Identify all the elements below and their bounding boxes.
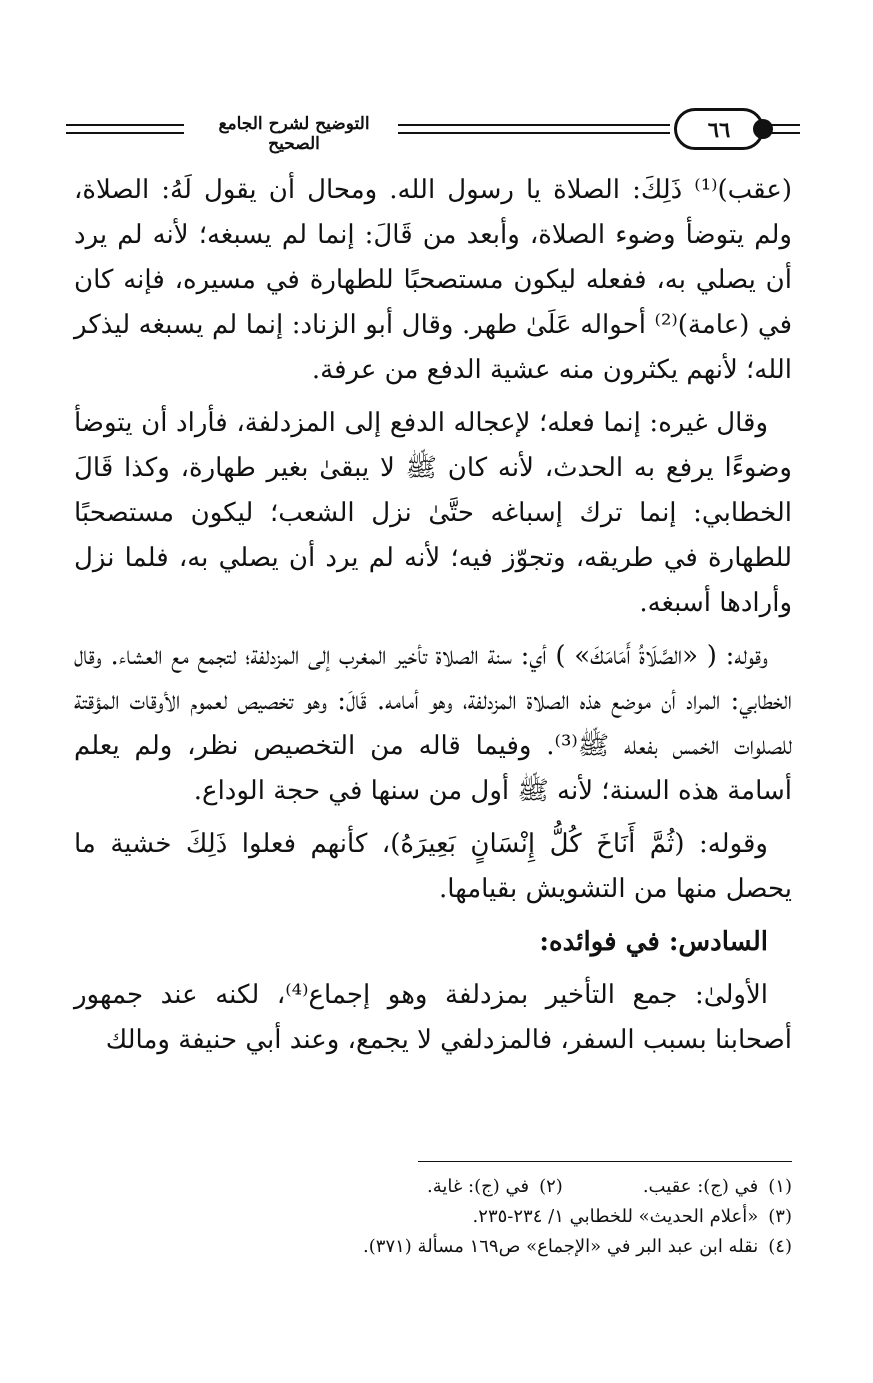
- footnote-text: «أعلام الحديث» للخطابي ١/ ٢٣٤-٢٣٥.: [472, 1206, 759, 1227]
- running-title: التوضيح لشرح الجامع الصحيح: [218, 114, 370, 154]
- section-heading: السادس: في فوائده:: [539, 927, 768, 957]
- footnotes: [74, 1172, 792, 1262]
- header-rule-left: [66, 124, 184, 134]
- footnote-number: (٢): [539, 1176, 563, 1197]
- footnote-number: (٤): [768, 1236, 792, 1257]
- paragraph-4: وقوله: (ثُمَّ أَنَاخَ كُلُّ إِنْسَانٍ بَعِيرَهُ)، كأنهم فعلوا ذَلِكَ خشية ما يحصل منها من التشويش بقيامها.: [74, 829, 792, 904]
- header-rule-right: [766, 124, 800, 134]
- body-text: [74, 168, 792, 1071]
- footnote-number: (١): [768, 1176, 792, 1197]
- footnote-1: [643, 1172, 792, 1202]
- page-number: ٦٦: [674, 108, 764, 150]
- footnote-4: [74, 1232, 792, 1262]
- paragraph-2: وقال غيره: إنما فعله؛ لإعجاله الدفع إلى المزدلفة، فأراد أن يتوضأ وضوءًا يرفع به الحدث، لأنه كان ﷺ لا يبقىٰ بغير طهارة، وكذا قَالَ الخطابي: إنما ترك إسباغه حتَّىٰ نزل الشعب؛ ليكون مستصحبًا للطهارة في طريقه، وتجوّز فيه؛ لأنه لم يرد أن يصلي به، فلما نزل وأرادها أسبغه.: [74, 408, 792, 618]
- footnote-text: في (ج): عقيب.: [642, 1176, 759, 1197]
- paragraph-5: الأولىٰ: جمع التأخير بمزدلفة وهو إجماع⁽⁴⁾، لكنه عند جمهور أصحابنا بسبب السفر، فالمزدلفي لا يجمع، وعند أبي حنيفة ومالك: [74, 980, 792, 1055]
- page-header: [60, 108, 802, 158]
- paragraph-3: وقوله: ( «الصَّلَاةُ أَمَامَكَ» ) أي: سنة الصلاة تأخير المغرب إلى المزدلفة؛ لتجمع مع العشاء. وقال الخطابي: المراد أن موضع هذه الصلاة المزدلفة، وهو أمامه. قَالَ: وهو تخصيص لعموم الأوقات المؤقتة للصلوات الخمس بفعله ﷺ⁽³⁾. وفيما قاله من التخصيص نظر، ولم يعلم أسامة هذه السنة؛ لأنه ﷺ أول من سنها في حجة الوداع.: [74, 641, 792, 806]
- footnote-row-1: [74, 1172, 792, 1202]
- footnote-2: [427, 1172, 563, 1202]
- header-rule-middle: [398, 124, 670, 134]
- footnote-3: [74, 1202, 792, 1232]
- footnote-separator: [418, 1161, 792, 1162]
- paragraph-1: (عقب)⁽¹⁾ ذَلِكَ: الصلاة يا رسول الله. ومحال أن يقول لَهُ: الصلاة، ولم يتوضأ وضوء الصلاة، وأبعد من قَالَ: إنما لم يسبغه؛ لأنه لم يرد أن يصلي به، ففعله ليكون مستصحبًا للطهارة في مسيره، فإنه كان في (عامة)⁽²⁾ أحواله عَلَىٰ طهر. وقال أبو الزناد: إنما لم يسبغه ليذكر الله؛ لأنهم يكثرون منه عشية الدفع من عرفة.: [74, 175, 792, 385]
- footnote-text: في (ج): غاية.: [427, 1176, 530, 1197]
- footnote-text: نقله ابن عبد البر في «الإجماع» ص١٦٩ مسألة (٣٧١).: [363, 1236, 759, 1257]
- footnote-number: (٣): [768, 1206, 792, 1227]
